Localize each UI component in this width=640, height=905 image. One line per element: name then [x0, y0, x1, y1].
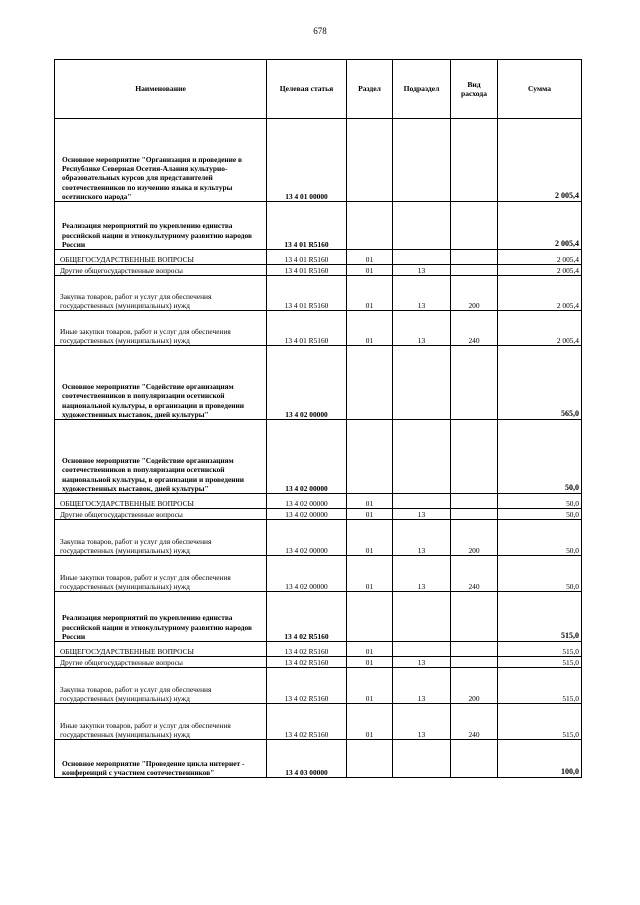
cell-section: 01 [347, 704, 393, 740]
table-body [55, 119, 582, 778]
cell-target: 13 4 01 R5160 [267, 311, 347, 346]
cell-subsection [393, 642, 451, 657]
header-name: Наименование [55, 60, 267, 119]
cell-expense-type [451, 642, 498, 657]
cell-expense-type [451, 250, 498, 265]
cell-target: 13 4 01 R5160 [267, 202, 347, 250]
cell-name: Закупка товаров, работ и услуг для обеспечения государственных (муниципальных) нужд [55, 276, 267, 311]
cell-name: Основное мероприятие "Содействие организациям соотечественников в популяризации осетинской национальной культуры, в организации и проведении художественных выставок, дней культуры" [55, 420, 267, 494]
cell-name: Основное мероприятие "Организация и проведение в Республике Северная Осетия-Алания культурно-образовательных курсов для представителей соотечественников по изучению языка и культуры осетинского народа" [55, 119, 267, 202]
cell-section: 01 [347, 520, 393, 556]
cell-target: 13 4 02 R5160 [267, 657, 347, 668]
cell-target: 13 4 01 R5160 [267, 250, 347, 265]
cell-section: 01 [347, 556, 393, 592]
cell-sum: 2 005,4 [498, 202, 582, 250]
table-row [55, 420, 582, 494]
cell-subsection [393, 592, 451, 642]
cell-subsection: 13 [393, 276, 451, 311]
table-row [55, 250, 582, 265]
cell-name: ОБЩЕГОСУДАРСТВЕННЫЕ ВОПРОСЫ [55, 250, 267, 265]
cell-subsection [393, 119, 451, 202]
table-row [55, 704, 582, 740]
cell-expense-type: 240 [451, 704, 498, 740]
cell-target: 13 4 02 00000 [267, 509, 347, 520]
budget-table [54, 59, 582, 778]
cell-expense-type [451, 202, 498, 250]
table-row [55, 119, 582, 202]
cell-expense-type [451, 265, 498, 276]
cell-name: Иные закупки товаров, работ и услуг для обеспечения государственных (муниципальных) нужд [55, 704, 267, 740]
header-section: Раздел [347, 60, 393, 119]
cell-sum: 50,0 [498, 420, 582, 494]
cell-section [347, 202, 393, 250]
cell-sum: 2 005,4 [498, 119, 582, 202]
cell-name: Другие общегосударственные вопросы [55, 509, 267, 520]
table-row [55, 202, 582, 250]
cell-section [347, 346, 393, 420]
cell-sum: 515,0 [498, 592, 582, 642]
cell-subsection: 13 [393, 556, 451, 592]
table-row [55, 642, 582, 657]
cell-name: ОБЩЕГОСУДАРСТВЕННЫЕ ВОПРОСЫ [55, 494, 267, 509]
cell-section [347, 592, 393, 642]
cell-section: 01 [347, 509, 393, 520]
cell-section: 01 [347, 642, 393, 657]
table-row [55, 494, 582, 509]
cell-target: 13 4 02 R5160 [267, 668, 347, 704]
cell-expense-type [451, 592, 498, 642]
cell-target: 13 4 02 00000 [267, 420, 347, 494]
cell-section: 01 [347, 494, 393, 509]
cell-expense-type [451, 509, 498, 520]
table-row [55, 509, 582, 520]
cell-target: 13 4 01 R5160 [267, 265, 347, 276]
cell-section: 01 [347, 265, 393, 276]
cell-target: 13 4 02 00000 [267, 494, 347, 509]
table-row [55, 265, 582, 276]
header-expense-type-line1: Вид [467, 79, 481, 89]
cell-expense-type: 200 [451, 520, 498, 556]
cell-sum: 565,0 [498, 346, 582, 420]
cell-name: Закупка товаров, работ и услуг для обеспечения государственных (муниципальных) нужд [55, 520, 267, 556]
page-number: 678 [313, 26, 327, 36]
cell-expense-type: 240 [451, 311, 498, 346]
header-expense-type [451, 60, 498, 119]
cell-section [347, 420, 393, 494]
header-expense-type-line2: расхода [460, 89, 487, 98]
cell-name: Основное мероприятие "Содействие организациям соотечественников в популяризации осетинской национальной культуры, в организации и проведении художественных выставок, дней культуры" [55, 346, 267, 420]
cell-sum: 50,0 [498, 509, 582, 520]
header-target: Целевая статья [267, 60, 347, 119]
cell-expense-type [451, 346, 498, 420]
cell-subsection: 13 [393, 265, 451, 276]
cell-target: 13 4 02 R5160 [267, 704, 347, 740]
cell-subsection [393, 420, 451, 494]
header-sum: Сумма [498, 60, 582, 119]
table-row [55, 311, 582, 346]
cell-expense-type [451, 657, 498, 668]
cell-section: 01 [347, 250, 393, 265]
table-row [55, 668, 582, 704]
cell-subsection: 13 [393, 657, 451, 668]
cell-subsection [393, 740, 451, 778]
cell-sum: 2 005,4 [498, 250, 582, 265]
cell-sum: 515,0 [498, 642, 582, 657]
cell-expense-type [451, 494, 498, 509]
cell-name: Другие общегосударственные вопросы [55, 657, 267, 668]
cell-name: Иные закупки товаров, работ и услуг для обеспечения государственных (муниципальных) нужд [55, 556, 267, 592]
cell-target: 13 4 02 R5160 [267, 592, 347, 642]
cell-subsection [393, 346, 451, 420]
cell-expense-type: 200 [451, 276, 498, 311]
cell-name: Иные закупки товаров, работ и услуг для обеспечения государственных (муниципальных) нужд [55, 311, 267, 346]
table-row [55, 657, 582, 668]
cell-sum: 2 005,4 [498, 265, 582, 276]
cell-name: Другие общегосударственные вопросы [55, 265, 267, 276]
cell-section [347, 119, 393, 202]
cell-section: 01 [347, 276, 393, 311]
table-header-row [55, 60, 582, 119]
cell-name: Основное мероприятие "Проведение цикла интернет - конференций с участием соотечественников" [55, 740, 267, 778]
cell-section: 01 [347, 311, 393, 346]
table-row [55, 592, 582, 642]
cell-sum: 50,0 [498, 520, 582, 556]
cell-section [347, 740, 393, 778]
cell-sum: 50,0 [498, 556, 582, 592]
cell-target: 13 4 02 00000 [267, 520, 347, 556]
cell-expense-type [451, 119, 498, 202]
cell-sum: 515,0 [498, 657, 582, 668]
cell-sum: 2 005,4 [498, 276, 582, 311]
cell-target: 13 4 03 00000 [267, 740, 347, 778]
cell-subsection: 13 [393, 311, 451, 346]
cell-expense-type: 240 [451, 556, 498, 592]
cell-expense-type [451, 740, 498, 778]
cell-target: 13 4 01 00000 [267, 119, 347, 202]
table-row [55, 520, 582, 556]
table-row [55, 556, 582, 592]
cell-sum: 2 005,4 [498, 311, 582, 346]
cell-subsection: 13 [393, 509, 451, 520]
cell-name: Реализация мероприятий по укреплению единства российской нации и этнокультурному развитию народов России [55, 202, 267, 250]
cell-name: Закупка товаров, работ и услуг для обеспечения государственных (муниципальных) нужд [55, 668, 267, 704]
table-row [55, 276, 582, 311]
cell-sum: 515,0 [498, 668, 582, 704]
cell-subsection: 13 [393, 520, 451, 556]
table-row [55, 346, 582, 420]
cell-name: ОБЩЕГОСУДАРСТВЕННЫЕ ВОПРОСЫ [55, 642, 267, 657]
header-subsection: Подраздел [393, 60, 451, 119]
cell-section: 01 [347, 668, 393, 704]
cell-subsection: 13 [393, 704, 451, 740]
cell-expense-type: 200 [451, 668, 498, 704]
cell-expense-type [451, 420, 498, 494]
cell-name: Реализация мероприятий по укреплению единства российской нации и этнокультурному развитию народов России [55, 592, 267, 642]
table-row [55, 740, 582, 778]
cell-target: 13 4 02 00000 [267, 346, 347, 420]
cell-target: 13 4 01 R5160 [267, 276, 347, 311]
cell-target: 13 4 02 00000 [267, 556, 347, 592]
cell-subsection [393, 202, 451, 250]
cell-target: 13 4 02 R5160 [267, 642, 347, 657]
cell-subsection [393, 494, 451, 509]
cell-section: 01 [347, 657, 393, 668]
cell-sum: 100,0 [498, 740, 582, 778]
cell-subsection: 13 [393, 668, 451, 704]
cell-sum: 50,0 [498, 494, 582, 509]
cell-sum: 515,0 [498, 704, 582, 740]
cell-subsection [393, 250, 451, 265]
